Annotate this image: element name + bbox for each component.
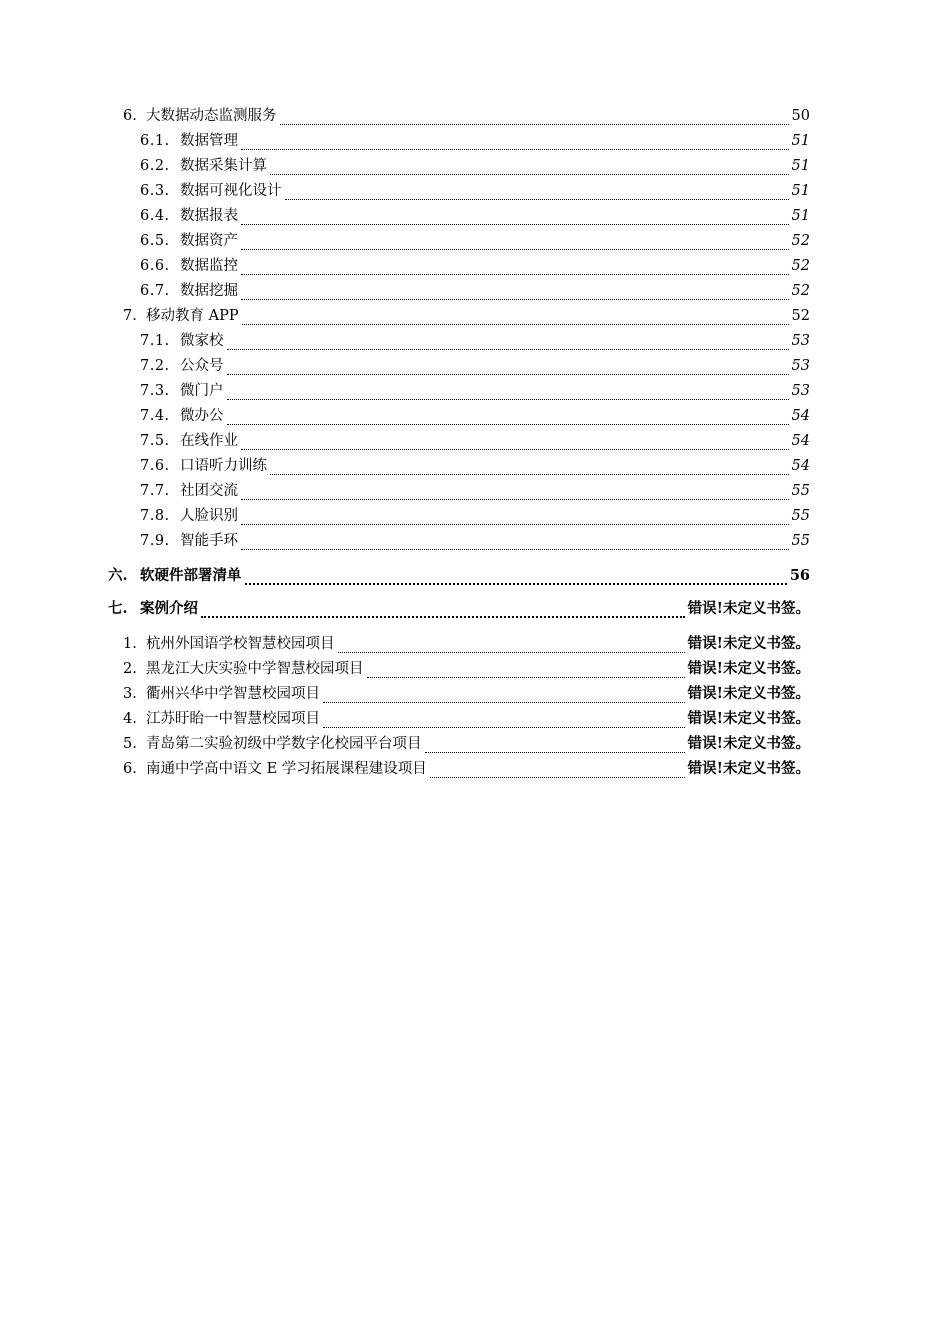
toc-page-number: 55 — [791, 483, 810, 499]
toc-entry[interactable] — [0, 201, 810, 225]
toc-page-number: 54 — [791, 408, 810, 424]
toc-number: 6.1. — [140, 133, 170, 149]
toc-leader — [241, 236, 789, 250]
toc-entry[interactable] — [0, 401, 810, 425]
toc-title: 数据可视化设计 — [180, 183, 282, 199]
toc-number: 6.6. — [140, 258, 170, 274]
toc-page-error: 错误!未定义书签。 — [687, 660, 810, 677]
toc-entry[interactable] — [0, 501, 810, 525]
toc-leader — [241, 211, 789, 225]
toc-page-number: 51 — [791, 208, 810, 224]
toc-number: 5. — [123, 736, 137, 752]
toc-title: 口语听力训练 — [180, 458, 267, 474]
toc-entry[interactable] — [0, 451, 810, 475]
toc-entry[interactable] — [0, 679, 810, 703]
toc-page-number: 52 — [791, 283, 810, 299]
toc-leader — [425, 739, 685, 753]
toc-page-error: 错误!未定义书签。 — [687, 600, 810, 617]
toc-title: 江苏盱眙一中智慧校园项目 — [146, 711, 320, 727]
toc-page-number: 56 — [789, 567, 810, 584]
toc-page-number: 51 — [791, 183, 810, 199]
toc-number: 7.9. — [140, 533, 170, 549]
toc-entry[interactable] — [0, 754, 810, 778]
toc-number: 7.2. — [140, 358, 170, 374]
toc-entry[interactable] — [0, 326, 810, 350]
toc-leader — [227, 361, 789, 375]
toc-title: 南通中学高中语文 E 学习拓展课程建设项目 — [146, 761, 427, 777]
toc-title: 数据监控 — [180, 258, 238, 274]
toc-leader — [241, 261, 789, 275]
toc-title: 人脸识别 — [180, 508, 238, 524]
toc-page-number: 52 — [791, 258, 810, 274]
toc-number: 7.4. — [140, 408, 170, 424]
toc-title: 在线作业 — [180, 433, 238, 449]
toc-title: 案例介绍 — [140, 600, 198, 617]
toc-entry[interactable] — [0, 561, 810, 585]
toc-number: 6.7. — [140, 283, 170, 299]
toc-page-number: 54 — [791, 433, 810, 449]
toc-leader — [227, 386, 789, 400]
toc-page-number: 55 — [791, 533, 810, 549]
toc-entry[interactable] — [0, 101, 810, 125]
toc-entry[interactable] — [0, 276, 810, 300]
toc-page-error: 错误!未定义书签。 — [687, 735, 810, 752]
toc-entry[interactable] — [0, 729, 810, 753]
toc-leader — [270, 161, 789, 175]
toc-title: 公众号 — [180, 358, 224, 374]
toc-title: 社团交流 — [180, 483, 238, 499]
toc-leader — [241, 136, 789, 150]
toc-leader — [227, 411, 789, 425]
toc-leader — [241, 536, 789, 550]
toc-leader — [338, 639, 685, 653]
toc-entry[interactable] — [0, 526, 810, 550]
toc-number: 4. — [123, 711, 137, 727]
toc-leader — [430, 764, 685, 778]
toc-title: 黑龙江大庆实验中学智慧校园项目 — [146, 661, 364, 677]
toc-entry[interactable] — [0, 426, 810, 450]
toc-page-error: 错误!未定义书签。 — [687, 710, 810, 727]
toc-leader — [270, 461, 789, 475]
toc-page-number: 52 — [791, 308, 810, 324]
toc-entry[interactable] — [0, 126, 810, 150]
toc-page-number: 53 — [791, 383, 810, 399]
toc-number: 7.3. — [140, 383, 170, 399]
toc-entry[interactable] — [0, 151, 810, 175]
toc-number: 7.5. — [140, 433, 170, 449]
toc-title: 微家校 — [180, 333, 224, 349]
toc-page-number: 50 — [791, 108, 810, 124]
toc-leader — [367, 664, 685, 678]
toc-leader — [241, 286, 789, 300]
toc-title: 数据挖掘 — [180, 283, 238, 299]
toc-entry[interactable] — [0, 476, 810, 500]
toc-title: 软硬件部署清单 — [140, 567, 242, 584]
toc-number: 6.2. — [140, 158, 170, 174]
toc-number: 6.3. — [140, 183, 170, 199]
toc-title: 杭州外国语学校智慧校园项目 — [146, 636, 335, 652]
toc-number: 7.6. — [140, 458, 170, 474]
toc-title: 移动教育 APP — [146, 308, 239, 324]
toc-number: 6. — [123, 761, 137, 777]
toc-number: 6.4. — [140, 208, 170, 224]
toc-number: 7.1. — [140, 333, 170, 349]
toc-title: 青岛第二实验初级中学数字化校园平台项目 — [146, 736, 422, 752]
toc-leader — [285, 186, 789, 200]
toc-page-number: 52 — [791, 233, 810, 249]
toc-entry[interactable] — [0, 301, 810, 325]
toc-title: 智能手环 — [180, 533, 238, 549]
toc-number: 六. — [108, 567, 128, 584]
toc-leader — [241, 511, 789, 525]
toc-number: 2. — [123, 661, 137, 677]
toc-entry[interactable] — [0, 226, 810, 250]
toc-leader — [323, 714, 685, 728]
toc-entry[interactable] — [0, 176, 810, 200]
toc-leader — [201, 603, 685, 618]
toc-title: 数据采集计算 — [180, 158, 267, 174]
toc-number: 6. — [123, 108, 137, 124]
toc-number: 七. — [108, 600, 128, 617]
toc-number: 7.8. — [140, 508, 170, 524]
toc-entry[interactable] — [0, 376, 810, 400]
toc-page-number: 54 — [791, 458, 810, 474]
toc-title: 微门户 — [180, 383, 224, 399]
toc-entry[interactable] — [0, 704, 810, 728]
toc-leader — [280, 111, 789, 125]
toc-entry[interactable] — [0, 654, 810, 678]
toc-title: 大数据动态监测服务 — [146, 108, 277, 124]
toc-number: 7.7. — [140, 483, 170, 499]
toc-leader — [242, 311, 789, 325]
toc-page-number: 51 — [791, 133, 810, 149]
toc-leader — [241, 486, 789, 500]
toc-page-number: 51 — [791, 158, 810, 174]
toc-page-number: 55 — [791, 508, 810, 524]
toc-title: 衢州兴华中学智慧校园项目 — [146, 686, 320, 702]
toc-leader — [323, 689, 685, 703]
toc-title: 数据管理 — [180, 133, 238, 149]
toc-leader — [245, 570, 787, 585]
toc-leader — [227, 336, 789, 350]
toc-title: 数据报表 — [180, 208, 238, 224]
toc-number: 3. — [123, 686, 137, 702]
toc-entry[interactable] — [0, 251, 810, 275]
toc-number: 7. — [123, 308, 137, 324]
toc-page-number: 53 — [791, 358, 810, 374]
toc-entry[interactable] — [0, 594, 810, 618]
toc-title: 数据资产 — [180, 233, 238, 249]
toc-leader — [241, 436, 789, 450]
toc-page-error: 错误!未定义书签。 — [687, 685, 810, 702]
toc-page-error: 错误!未定义书签。 — [687, 760, 810, 777]
toc-entry[interactable] — [0, 351, 810, 375]
toc-page-error: 错误!未定义书签。 — [687, 635, 810, 652]
toc-title: 微办公 — [180, 408, 224, 424]
toc-entry[interactable] — [0, 629, 810, 653]
toc-page-number: 53 — [791, 333, 810, 349]
toc-number: 6.5. — [140, 233, 170, 249]
toc-number: 1. — [123, 636, 137, 652]
